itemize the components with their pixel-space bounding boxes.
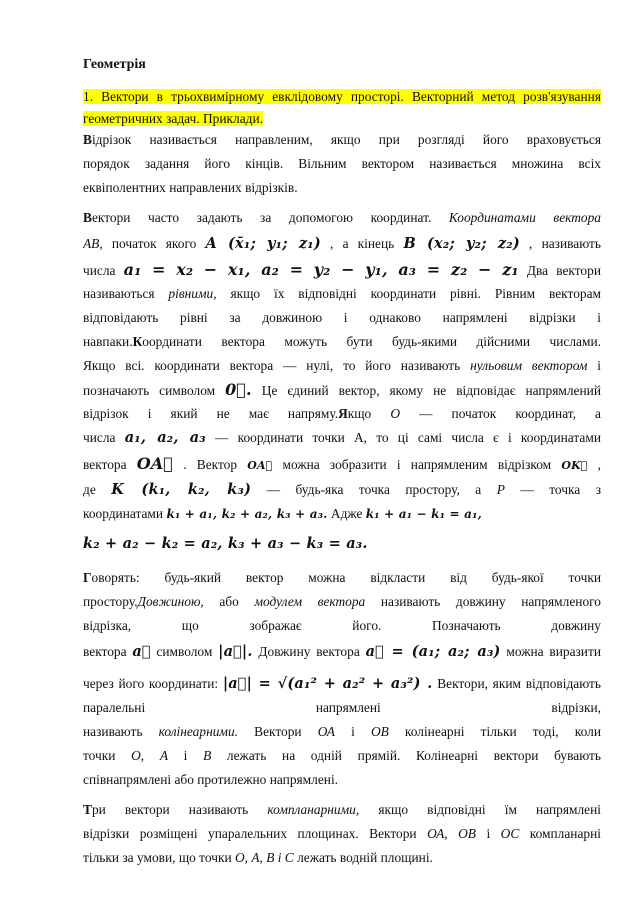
- text-line: Відрізок називається направленим, якщо при розгляді його враховується: [83, 132, 601, 147]
- text-line: навпаки.Координати вектора можуть бути будь-якими дійсними числами.: [83, 334, 601, 349]
- text-line: через його координати: |a⃗| = √(a₁² + a₂² + a₃²) . Вектори, яким відповідають: [83, 675, 601, 692]
- text-line: Якщо всі. координати вектора — нулі, то його називають нульовим вектором і: [83, 358, 601, 373]
- text-line: k₂ + a₂ − k₂ = a₂, k₃ + a₃ − k₃ = a₃.: [83, 535, 368, 552]
- text-line: називаються рівними, якщо їх відповідні координати рівні. Рівним векторам: [83, 286, 601, 301]
- text-line: відрізки розміщені упаралельних площинах. Вектори ОА, ОВ і ОС компланарні: [83, 826, 601, 841]
- text-line: вектора OA⃗ . Вектор OA⃗ можна зобразити і напрямленим відрізком OK⃗ ,: [83, 454, 601, 473]
- text-line: Вектори часто задають за допомогою координат. Координатами вектора: [83, 210, 601, 225]
- heading-text: 1. Вектори в трьохвимірному евклідовому просторі. Векторний метод розв'язування геометричних задач. Приклади.: [83, 89, 601, 126]
- text-line: точки О, А і В лежать на одній прямій. Колінеарні вектори бувають: [83, 748, 601, 763]
- text-line: Три вектори називають компланарними, якщо відповідні їм напрямлені: [83, 802, 601, 817]
- text-line: числа a₁, a₂, a₃ — координати точки А, то ці самі числа є і координатами: [83, 429, 601, 446]
- document-title: Геометрія: [83, 57, 146, 72]
- text-line: відрізка, що зображає його. Позначають довжину: [83, 618, 601, 633]
- text-line: АВ, початок якого A (x̄₁; y₁; z₁) , а кінець B (x₂; y₂; z₂) , називають: [83, 235, 601, 252]
- text-line: координатами k₁ + a₁, k₂ + a₂, k₃ + a₃. Адже k₁ + a₁ − k₁ = a₁,: [83, 506, 482, 521]
- text-line: позначають символом 0⃗. Це єдиний вектор, якому не відповідає напрямлений: [83, 380, 601, 399]
- text-line: вектора a⃗ символом |a⃗|. Довжину вектора a⃗ = (a₁; a₂; a₃) можна виразити: [83, 643, 601, 660]
- text-line: де K (k₁, k₂, k₃) — будь-яка точка простору, а Р — точка з: [83, 481, 601, 498]
- text-line: Говорять: будь-який вектор можна відкласти від будь-якої точки: [83, 570, 601, 585]
- text-line: називають колінеарними. Вектори ОА і ОВ колінеарні тільки тоді, коли: [83, 724, 601, 739]
- text-line: відповідають рівні за довжиною і однаково напрямлені відрізки і: [83, 310, 601, 325]
- text-line: числа a₁ = x₂ − x₁, a₂ = y₂ − y₁, a₃ = z₂ − z₁ Два вектори: [83, 260, 601, 279]
- highlighted-heading: [83, 86, 601, 130]
- text-line: тільки за умови, що точки О, А, В і С лежать водній площині.: [83, 850, 433, 865]
- text-line: паралельні напрямлені відрізки,: [83, 700, 601, 715]
- text-line: порядок задання його кінців. Вільним вектором називається множина всіх: [83, 156, 601, 171]
- text-line: еквіполентних направлених відрізків.: [83, 180, 298, 195]
- text-line: співнапрямлені або протилежно напрямлені.: [83, 772, 339, 787]
- text-line: відрізок і який не має напряму.Якщо О — початок координат, а: [83, 406, 601, 421]
- text-line: простору.Довжиною, або модулем вектора називають довжину напрямленого: [83, 594, 601, 609]
